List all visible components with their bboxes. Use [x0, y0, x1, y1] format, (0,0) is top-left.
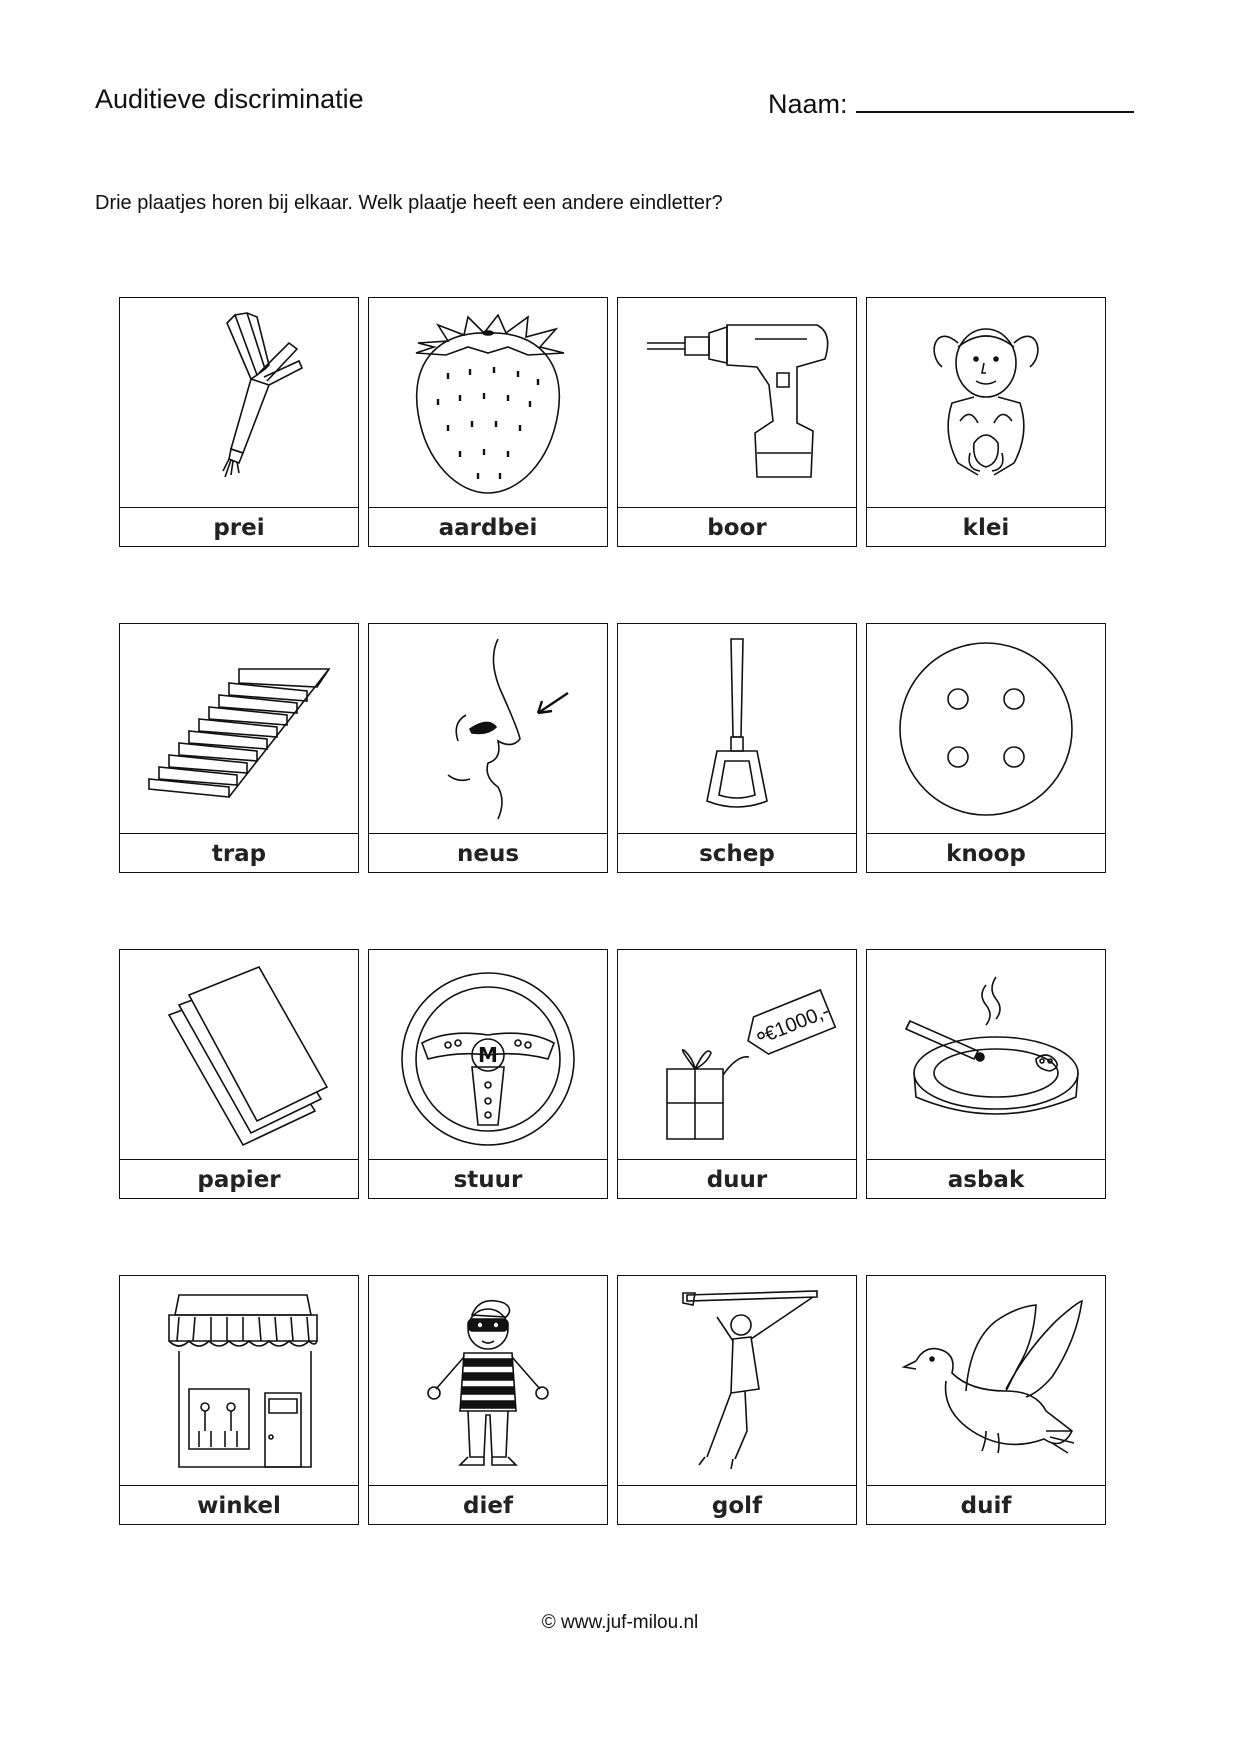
name-label: Naam: — [768, 89, 848, 119]
paper-icon — [139, 955, 339, 1155]
nose-icon — [388, 629, 588, 829]
stairs-icon — [139, 629, 339, 829]
word-label: stuur — [453, 1167, 523, 1193]
picture-card-boor[interactable] — [617, 297, 857, 547]
picture-area — [867, 1276, 1105, 1486]
leek-icon — [139, 303, 339, 503]
picture-area — [618, 1276, 856, 1486]
picture-area — [618, 624, 856, 834]
picture-area — [369, 1276, 607, 1486]
word-label: knoop — [946, 841, 1026, 867]
pigeon-icon — [886, 1281, 1086, 1481]
picture-area — [369, 950, 607, 1160]
picture-area — [618, 298, 856, 508]
steering-wheel-icon — [388, 955, 588, 1155]
picture-card-golf[interactable] — [617, 1275, 857, 1525]
shop-icon — [139, 1281, 339, 1481]
picture-card-schep[interactable] — [617, 623, 857, 873]
word-label: trap — [211, 841, 267, 867]
word-label: winkel — [197, 1493, 281, 1519]
word-label: aardbei — [438, 515, 538, 541]
picture-card-stuur[interactable] — [368, 949, 608, 1199]
expensive-gift-icon — [637, 955, 837, 1155]
button-icon — [886, 629, 1086, 829]
picture-area — [120, 624, 358, 834]
price-tag: €1000,- — [761, 999, 833, 1046]
picture-card-dief[interactable] — [368, 1275, 608, 1525]
word-label: schep — [699, 841, 775, 867]
name-field[interactable] — [768, 84, 1134, 120]
copyright-footer: © www.juf-milou.nl — [541, 1612, 699, 1633]
word-label: golf — [711, 1493, 763, 1519]
golfer-icon — [637, 1281, 837, 1481]
picture-card-trap[interactable] — [119, 623, 359, 873]
picture-card-winkel[interactable] — [119, 1275, 359, 1525]
picture-area — [120, 950, 358, 1160]
word-label: klei — [962, 515, 1010, 541]
strawberry-icon — [388, 303, 588, 503]
girl-with-clay-icon — [886, 303, 1086, 503]
picture-card-knoop[interactable] — [866, 623, 1106, 873]
word-label: papier — [197, 1167, 281, 1193]
instruction-text: Drie plaatjes horen bij elkaar. Welk plaatje heeft een andere eindletter? — [95, 192, 723, 214]
steering-logo: M — [478, 1042, 498, 1067]
word-label: prei — [213, 515, 265, 541]
picture-card-duur[interactable] — [617, 949, 857, 1199]
picture-area — [867, 298, 1105, 508]
picture-area — [369, 298, 607, 508]
picture-area — [120, 298, 358, 508]
picture-card-asbak[interactable] — [866, 949, 1106, 1199]
picture-card-neus[interactable] — [368, 623, 608, 873]
picture-card-prei[interactable] — [119, 297, 359, 547]
picture-card-papier[interactable] — [119, 949, 359, 1199]
picture-card-klei[interactable] — [866, 297, 1106, 547]
picture-area — [867, 624, 1105, 834]
word-label: dief — [463, 1493, 513, 1519]
name-blank-line[interactable] — [856, 84, 1134, 113]
picture-area — [369, 624, 607, 834]
ashtray-icon — [886, 955, 1086, 1155]
word-label: boor — [707, 515, 767, 541]
shovel-icon — [637, 629, 837, 829]
word-label: duur — [706, 1167, 768, 1193]
picture-area — [120, 1276, 358, 1486]
word-label: duif — [960, 1493, 1012, 1519]
picture-area — [618, 950, 856, 1160]
picture-card-duif[interactable] — [866, 1275, 1106, 1525]
drill-icon — [637, 303, 837, 503]
word-label: neus — [456, 841, 520, 867]
picture-card-aardbei[interactable] — [368, 297, 608, 547]
thief-icon — [388, 1281, 588, 1481]
worksheet-title: Auditieve discriminatie — [95, 84, 364, 114]
picture-area — [867, 950, 1105, 1160]
word-label: asbak — [947, 1167, 1025, 1193]
